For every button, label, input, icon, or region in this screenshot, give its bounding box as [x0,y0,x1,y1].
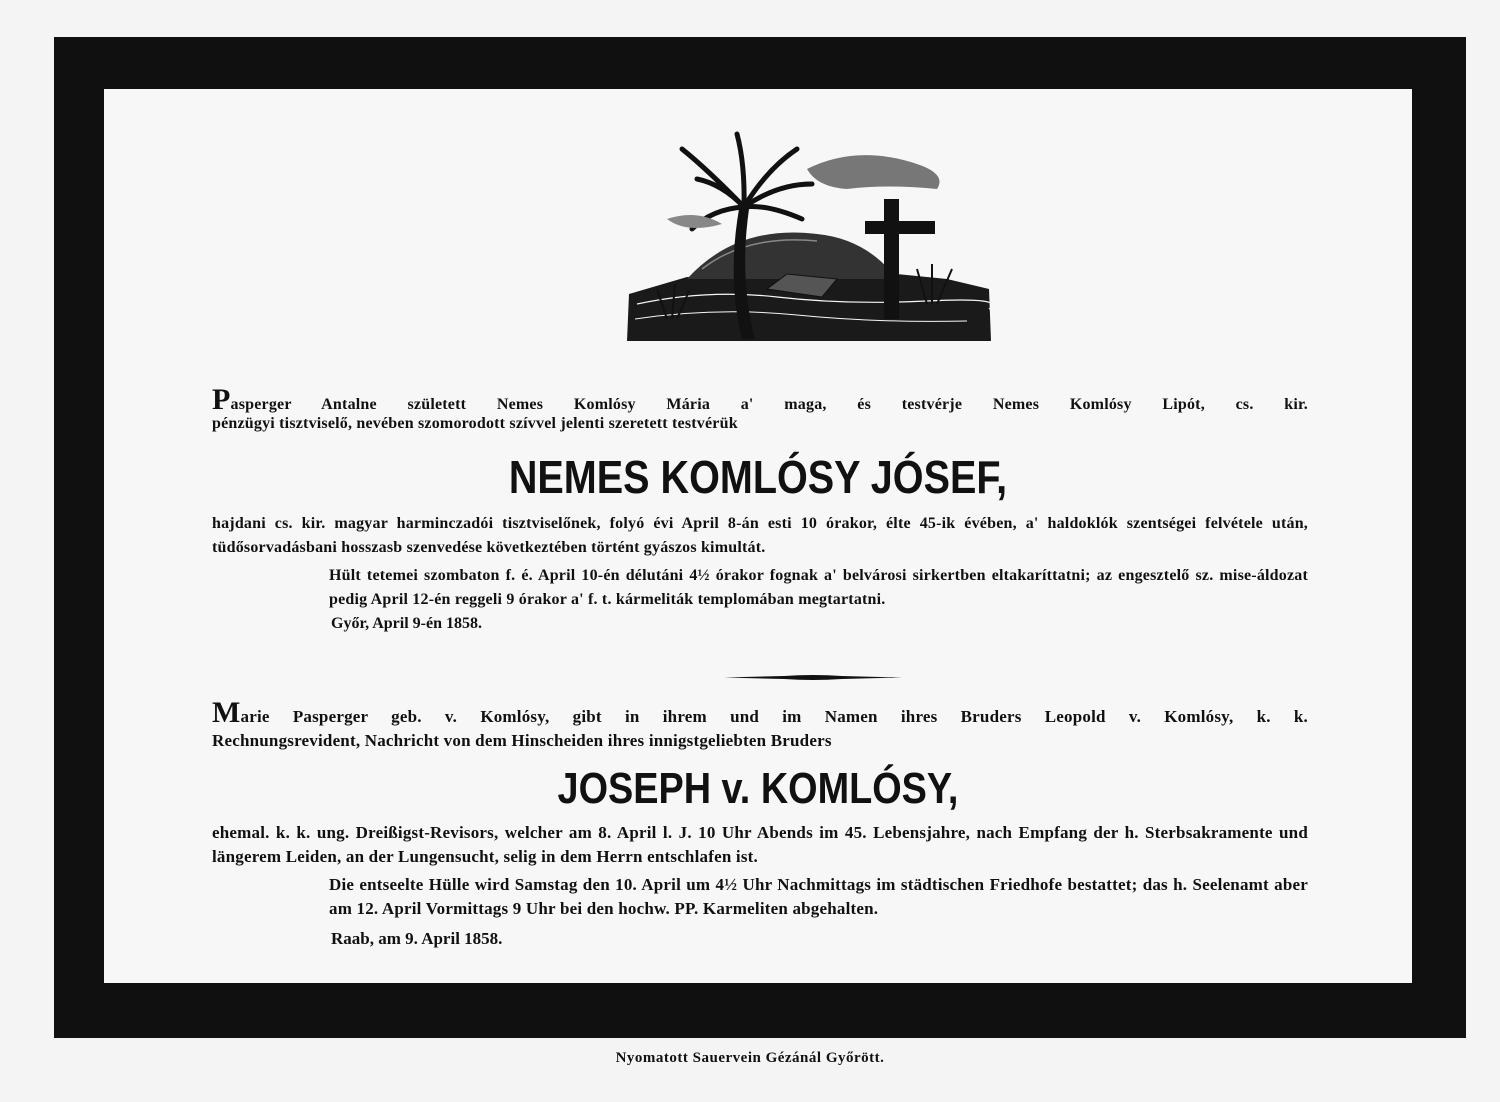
german-body-1: ehemal. k. k. ung. Dreißigst-Revisors, welcher am 8. April l. J. 10 Uhr Abends im 45. Lebensjahre, nach Empfang der h. Sterbsakramente und längerem Leiden, an der Lungensucht, selig in dem Herrn entschlafen ist. [212,823,1308,866]
german-body-2: Die entseelte Hülle wird Samstag den 10. April um 4½ Uhr Nachmittags im städtischen Friedhofe bestattet; das h. Seelenamt aber am 12. April Vormittags 9 Uhr bei den hochw. PP. Karmeliten abgehalten. [329,875,1308,918]
german-intro-line2: Rechnungsrevident, Nachricht von dem Hinscheiden ihres innigstgeliebten Bruders [212,731,832,750]
hungarian-deceased-name: NEMES KOMLÓSY JÓSEF, [508,451,1008,503]
hungarian-intro-line2: pénzügyi tisztviselő, nevében szomorodott szívvel jelenti szeretett testvérük [212,415,738,432]
mourning-border [54,37,1466,1038]
grave-palm-cross-vignette-icon [627,129,992,341]
notice-sheet [104,89,1412,983]
hungarian-date: Győr, April 9-én 1858. [331,615,482,632]
german-deceased-name: JOSEPH v. KOMLÓSY, [557,764,959,813]
german-date: Raab, am 9. April 1858. [331,929,503,948]
german-drop-initial: M [212,696,241,729]
ornamental-rule-icon [724,675,902,680]
german-intro: Marie Pasperger geb. v. Komlósy, gibt in ihrem und im Namen ihres Bruders Leopold v. Komlósy, k. k. [212,696,1308,729]
hungarian-drop-initial: P [212,383,231,416]
hungarian-body-1: hajdani cs. kir. magyar harminczadói tisztviselőnek, folyó évi April 8-án esti 10 órakor, élte 45-ik évében, a' haldoklók szentségei felvétele után, tüdősorvadásbani hosszasb szenvedése következtében történt gyászos kimultát. [212,515,1308,556]
hungarian-intro: Pasperger Antalne született Nemes Komlósy Mária a' maga, és testvérje Nemes Komlósy Lipót, cs. kir. [212,383,1308,416]
hungarian-body-2: Hült tetemei szombaton f. é. April 10-én délutáni 4½ órakor fognak a' belvárosi sirkertben eltakaríttatni; az engesztelő sz. mise-áldozat pedig April 12-én reggeli 9 órakor a' f. t. kármeliták templomában megtartatni. [329,567,1308,608]
printer-imprint: Nyomatott Sauervein Gézánál Győrött. [615,1050,885,1066]
